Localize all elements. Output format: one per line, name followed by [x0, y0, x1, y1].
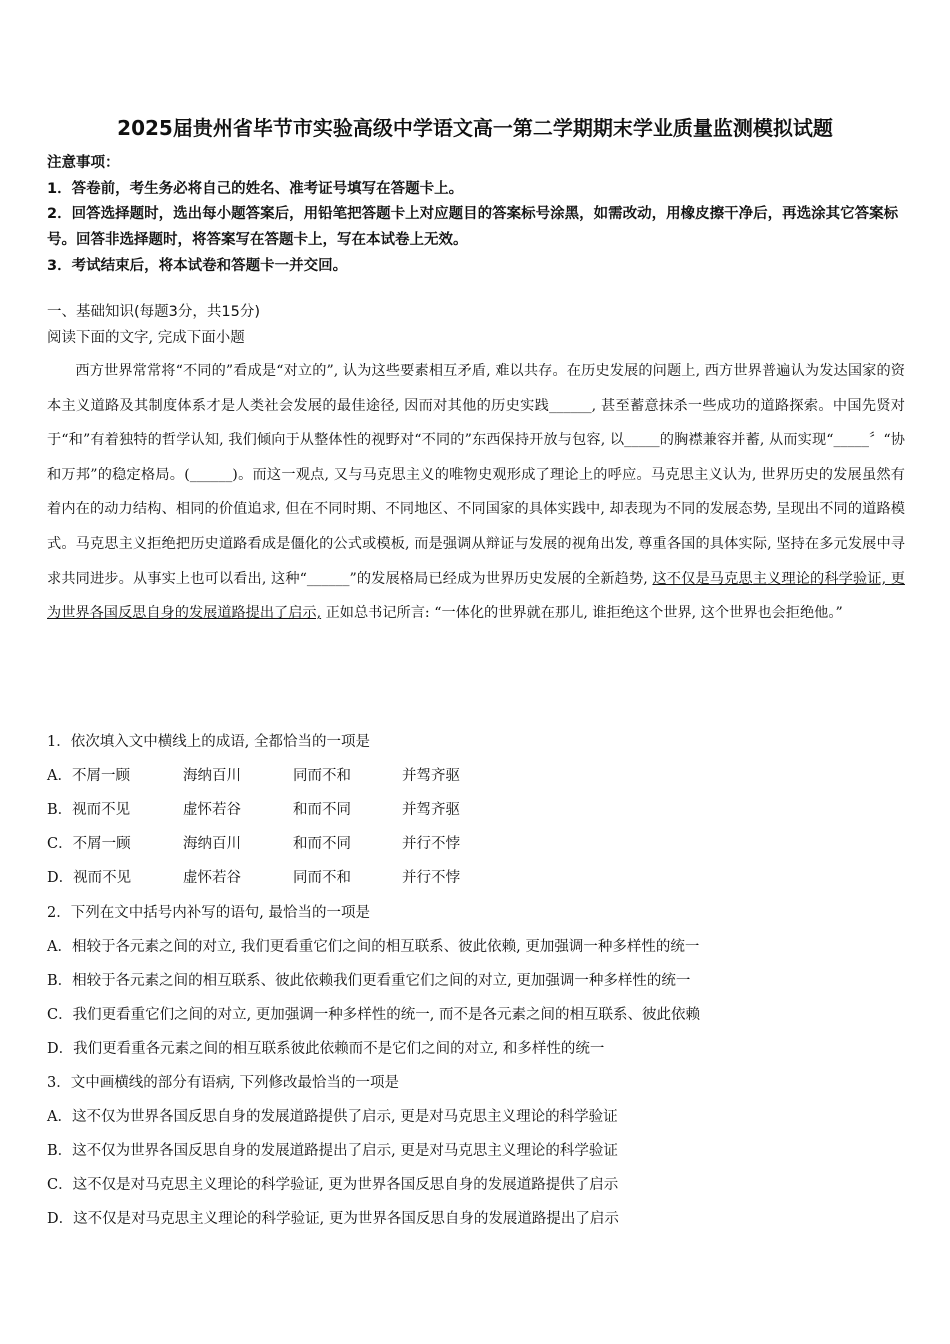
- option-choice: 并行不悖: [402, 870, 460, 886]
- question-1-stem: 1．依次填入文中横线上的成语, 全都恰当的一项是: [47, 734, 370, 750]
- option-choice: 虚怀若谷: [183, 870, 241, 886]
- reading-passage: [47, 354, 905, 631]
- option-choice: D．视而不见: [47, 870, 132, 886]
- option-choice: 同而不和: [293, 768, 351, 784]
- option-choice: 和而不同: [293, 802, 351, 818]
- option-choice: 并行不悖: [402, 836, 460, 852]
- question-2-stem: 2．下列在文中括号内补写的语句, 最恰当的一项是: [47, 905, 370, 921]
- question-1-option-d: [47, 866, 460, 887]
- option-choice: 海纳百川: [183, 836, 241, 852]
- option-choice: 并驾齐驱: [402, 802, 460, 818]
- notice-item-1: 1．答卷前，考生务必将自己的姓名、准考证号填写在答题卡上。: [47, 181, 464, 197]
- passage-text: 西方世界常常将“不同的”看成是“对立的”, 认为这些要素相互矛盾, 难以共存。在历史发展的问题上, 西方世界普遍认为发达国家的资本主义道路及其制度体系才是人类社会发展的最佳途径, 因而对其他的历史实践______, 甚至蓄意抹杀一些成功的道路探索。中国先贤对于“和”有着独特的哲学认知, 我们倾向于从整体性的视野对“不同的”东西保持开放与包容, 以_____的胸襟兼容并蓄, 从而实现“_____〞“协和万邦”的稳定格局。(______)。而这一观点, 又与马克思主义的唯物史观形成了理论上的呼应。马克思主义认为, 世界历史的发展虽然有着内在的动力结构、相同的价值追求, 但在不同时期、不同地区、不同国家的具体实践中, 却表现为不同的发展态势, 呈现出不同的道路模式。马克思主义拒绝把历史道路看成是僵化的公式或模板, 而是强调从辩证与发展的视角出发, 尊重各国的具体实际, 坚持在多元发展中寻求共同进步。从事实上也可以看出, 这种“______”的发展格局已经成为世界历史发展的全新趋势,: [47, 363, 905, 587]
- reading-instruction: 阅读下面的文字, 完成下面小题: [47, 330, 245, 346]
- question-1-option-c: [47, 832, 460, 853]
- option-choice: A．不屑一顾: [47, 768, 130, 784]
- section-heading: 一、基础知识(每题3分，共15分): [47, 304, 260, 320]
- question-3-option-a: A．这不仅为世界各国反思自身的发展道路提供了启示, 更是对马克思主义理论的科学验证: [47, 1109, 618, 1125]
- question-1-option-a: [47, 764, 460, 785]
- question-2-option-d: D．我们更看重各元素之间的相互联系彼此依赖而不是它们之间的对立, 和多样性的统一: [47, 1041, 605, 1057]
- question-3-option-b: B．这不仅为世界各国反思自身的发展道路提出了启示, 更是对马克思主义理论的科学验证: [47, 1143, 618, 1159]
- notice-item-2: 2．回答选择题时，选出每小题答案后，用铅笔把答题卡上对应题目的答案标号涂黑，如需改动，用橡皮擦干净后，再选涂其它答案标号。回答非选择题时，将答案写在答题卡上，写在本试卷上无效。: [47, 206, 899, 248]
- option-choice: 和而不同: [293, 836, 351, 852]
- option-choice: C．不屑一顾: [47, 836, 131, 852]
- option-choice: 同而不和: [293, 870, 351, 886]
- notice-item-3: 3．考试结束后，将本试卷和答题卡一并交回。: [47, 258, 348, 274]
- question-3-stem: 3．文中画横线的部分有语病, 下列修改最恰当的一项是: [47, 1075, 399, 1091]
- question-2-option-a: A．相较于各元素之间的对立, 我们更看重它们之间的相互联系、彼此依赖, 更加强调一种多样性的统一: [47, 939, 700, 955]
- option-choice: 并驾齐驱: [402, 768, 460, 784]
- option-choice: 海纳百川: [183, 768, 241, 784]
- page-title: 2025届贵州省毕节市实验高级中学语文高一第二学期期末学业质量监测模拟试题: [117, 116, 833, 140]
- underlined-sentence: 这不仅是马克思主义理论的科学验证, 更为世界各国反思自身的发展道路提出了启示,: [47, 570, 905, 622]
- passage-ending: 正如总书记所言: “一体化的世界就在那儿, 谁拒绝这个世界, 这个世界也会拒绝他。”: [321, 605, 843, 622]
- question-2-option-c: C．我们更看重它们之间的对立, 更加强调一种多样性的统一, 而不是各元素之间的相互联系、彼此依赖: [47, 1007, 701, 1023]
- question-1-option-b: [47, 798, 460, 819]
- question-3-option-c: C．这不仅是对马克思主义理论的科学验证, 更为世界各国反思自身的发展道路提供了启示: [47, 1177, 619, 1193]
- question-3-option-d: D．这不仅是对马克思主义理论的科学验证, 更为世界各国反思自身的发展道路提出了启示: [47, 1211, 619, 1227]
- option-choice: B．视而不见: [47, 802, 131, 818]
- question-2-option-b: B．相较于各元素之间的相互联系、彼此依赖我们更看重它们之间的对立, 更加强调一种多样性的统一: [47, 973, 691, 989]
- notice-heading: 注意事项：: [47, 155, 120, 171]
- option-choice: 虚怀若谷: [183, 802, 241, 818]
